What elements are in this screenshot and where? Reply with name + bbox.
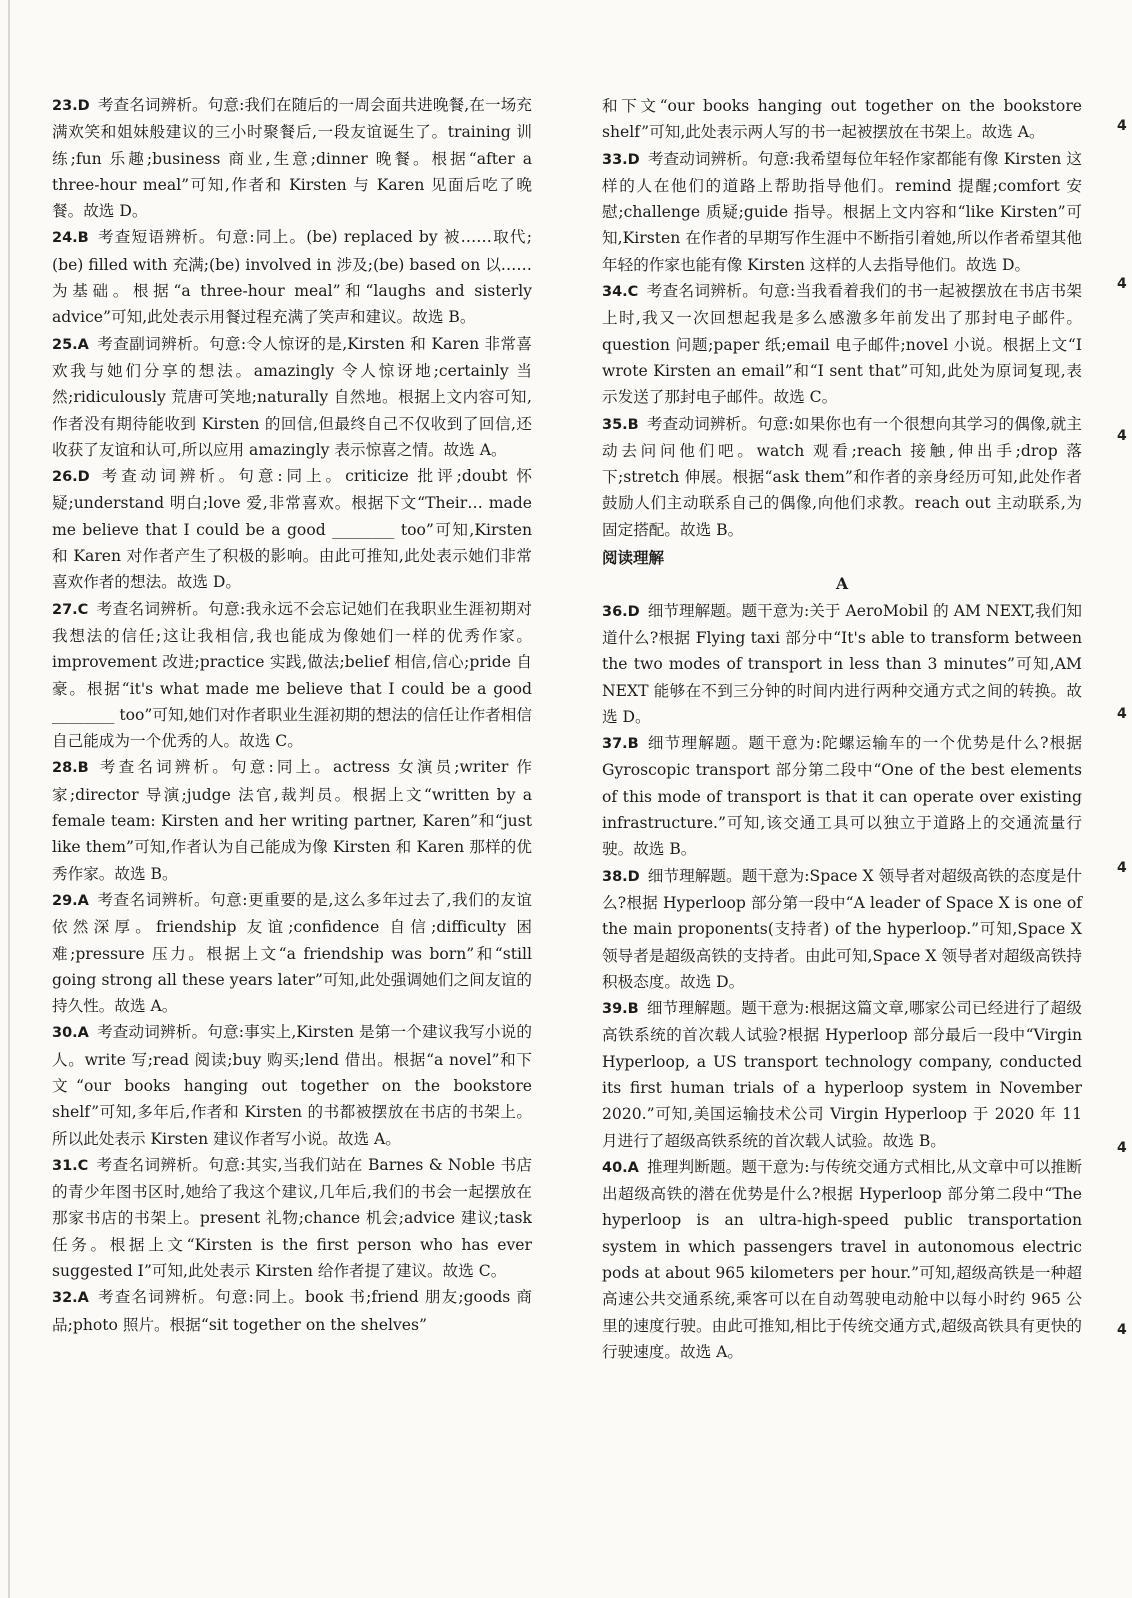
question-number: 39.B bbox=[602, 1001, 639, 1018]
left-column bbox=[52, 92, 532, 1338]
right-column bbox=[602, 93, 1082, 1365]
question-number: 37.B bbox=[602, 736, 639, 753]
explanation-text: 考查副词辨析。句意:令人惊讶的是,Kirsten 和 Karen 非常喜欢我与她们分享的想法。amazingly 令人惊讶地;certainly 当然;ridiculously 荒唐可笑地;naturally 自然地。根据上文内容可知,作者没有期待能收到 Kirsten 的回信,但最终自己不仅收到了回信,还收获了友谊和认可,所以应用 amazingly 表示惊喜之情。故选 A。 bbox=[52, 334, 532, 459]
explanation-text: 考查名词辨析。句意:其实,当我们站在 Barnes & Noble 书店的青少年图书区时,她给了我这个建议,几年后,我们的书会一起摆放在那家书店的书架上。present 礼物;chance 机会;advice 建议;task 任务。根据上文“Kirsten is the first person who has ever suggested I”可知,此处表示 Kirsten 给作者提了建议。故选 C。 bbox=[52, 1155, 532, 1281]
explanation-text: 考查名词辨析。句意:更重要的是,这么多年过去了,我们的友谊依然深厚。friendship 友谊;confidence 自信;difficulty 困难;pressure 压力。根据上文“a friendship was born”和“still going strong all these years later”可知,此处强调她们之间友谊的持久性。故选 A。 bbox=[52, 890, 532, 1016]
explanation-text: 考查动词辨析。句意:同上。criticize 批评;doubt 怀疑;understand 明白;love 爱,非常喜欢。根据下文“Their… made me believe that I could be a good ________ too”可知,Kirsten 和 Karen 对作者产生了积极的影响。由此可推知,此处表示她们非常喜欢作者的想法。故选 D。 bbox=[52, 467, 532, 592]
question-number: 30.A bbox=[52, 1025, 89, 1042]
question-number: 33.D bbox=[602, 151, 640, 168]
question-number: 26.D bbox=[52, 469, 90, 486]
explanation-text: 考查动词辨析。句意:事实上,Kirsten 是第一个建议我写小说的人。write 写;read 阅读;buy 购买;lend 借出。根据“a novel”和下文“our books hanging out together on the bookstore shelf”可知,多年后,作者和 Kirsten 的书都被摆放在书店的书架上。所以此处表示 Kirsten 建议作者写小说。故选 A。 bbox=[52, 1023, 532, 1148]
explanation-text: 考查动词辨析。句意:如果你也有一个很想向其学习的偶像,就主动去问问他们吧。watch 观看;reach 接触,伸出手;drop 落下;stretch 伸展。根据“ask them”和作者的亲身经历可知,此处作者鼓励人们主动联系自己的偶像,向他们求教。reach out 主动联系,为固定搭配。故选 B。 bbox=[602, 414, 1082, 539]
answer-entry bbox=[52, 331, 532, 463]
answer-entry bbox=[602, 146, 1082, 278]
answer-entry bbox=[52, 224, 532, 330]
passage-label: A bbox=[835, 574, 849, 594]
answer-entry bbox=[602, 93, 1082, 146]
answer-entry bbox=[602, 863, 1082, 995]
question-number: 27.C bbox=[52, 601, 89, 618]
answer-entry bbox=[602, 730, 1082, 862]
answer-entry bbox=[52, 754, 532, 886]
explanation-text: 细节理解题。题干意为:陀螺运输车的一个优势是什么?根据 Gyroscopic transport 部分第二段中“One of the best elements of this mode of transport is that it can operate over existing infrastructure.”可知,该交通工具可以独立于道路上的交通流量行驶。故选 B。 bbox=[602, 734, 1082, 859]
question-number: 29.A bbox=[52, 892, 89, 909]
question-number: 32.A bbox=[52, 1290, 89, 1307]
answer-entry bbox=[52, 463, 532, 595]
answer-entry bbox=[602, 1154, 1082, 1365]
question-number: 35.B bbox=[602, 416, 639, 433]
edge-mark: 4 bbox=[1117, 428, 1127, 444]
answer-entry bbox=[602, 278, 1082, 410]
question-number: 23.D bbox=[52, 98, 90, 114]
edge-mark: 4 bbox=[1117, 706, 1127, 722]
explanation-text: 考查名词辨析。句意:我永远不会忘记她们在我职业生涯初期对我想法的信任;这让我相信,我也能成为像她们一样的优秀作家。improvement 改进;practice 实践,做法;belief 相信,信心;pride 自豪。根据“it's what made me believe that I could be a good ________ too”可知,她们对作者职业生涯初期的想法的信任让作者相信自己能成为一个优秀的人。故选 C。 bbox=[52, 599, 532, 751]
answer-entry bbox=[602, 598, 1082, 730]
explanation-text: 细节理解题。题干意为:Space X 领导者对超级高铁的态度是什么?根据 Hyperloop 部分第一段中“A leader of Space X is one of the main proponents(支持者) of the hyperloop.”可知,Space X 领导者是超级高铁的支持者。由此可知,Space X 领导者对超级高铁持积极态度。故选 D。 bbox=[602, 866, 1082, 991]
edge-mark: 4 bbox=[1117, 860, 1127, 876]
explanation-text: 和下文“our books hanging out together on the bookstore shelf”可知,此处表示两人写的书一起被摆放在书架上。故选 A。 bbox=[602, 97, 1082, 142]
question-number: 28.B bbox=[52, 760, 89, 777]
explanation-text: 考查名词辨析。句意:我们在随后的一周会面共进晚餐,在一场充满欢笑和姐妹般建议的三小时聚餐后,一段友谊诞生了。training 训练;fun 乐趣;business 商业,生意;dinner 晚餐。根据“after a three-hour meal”可知,作者和 Kirsten 与 Karen 见面后吃了晚餐。故选 D。 bbox=[52, 96, 532, 221]
question-number: 38.D bbox=[602, 868, 640, 885]
answer-entry bbox=[602, 995, 1082, 1154]
question-number: 24.B bbox=[52, 230, 89, 247]
explanation-text: 考查名词辨析。句意:当我看着我们的书一起被摆放在书店书架上时,我又一次回想起我是多么感激多年前发出了那封电子邮件。question 问题;paper 纸;email 电子邮件;novel 小说。根据上文“I wrote Kirsten an email”和“I sent that”可知,此处为原词复现,表示发送了那封电子邮件。故选 C。 bbox=[602, 282, 1082, 407]
explanation-text: 考查名词辨析。句意:同上。book 书;friend 朋友;goods 商品;photo 照片。根据“sit together on the shelves” bbox=[52, 1288, 532, 1334]
question-number: 25.A bbox=[52, 336, 89, 353]
question-number: 36.D bbox=[602, 603, 640, 620]
explanation-text: 细节理解题。题干意为:根据这篇文章,哪家公司已经进行了超级高铁系统的首次载人试验?根据 Hyperloop 部分最后一段中“Virgin Hyperloop, a US transport technology company, conducted its first human trials of a hyperloop system in November 2020.”可知,美国运输技术公司 Virgin Hyperloop 于 2020 年 11 月进行了超级高铁系统的首次载人试验。故选 B。 bbox=[602, 999, 1082, 1150]
question-number: 40.A bbox=[602, 1159, 639, 1176]
section-heading: 阅读理解 bbox=[602, 549, 665, 568]
page-fold-shadow bbox=[8, 0, 10, 1598]
edge-mark: 4 bbox=[1117, 1140, 1127, 1156]
explanation-text: 考查动词辨析。句意:我希望每位年轻作家都能有像 Kirsten 这样的人在他们的道路上帮助指导他们。remind 提醒;comfort 安慰;challenge 质疑;guide 指导。根据上文内容和“like Kirsten”可知,Kirsten 在作者的早期写作生涯中不断指引着她,所以作者希望其他年轻的作家也能有像 Kirsten 这样的人去指导他们。故选 D。 bbox=[602, 149, 1082, 274]
explanation-text: 考查短语辨析。句意:同上。(be) replaced by 被……取代;(be) filled with 充满;(be) involved in 涉及;(be) based on 以……为基础。根据“a three-hour meal”和“laughs and sisterly advice”可知,此处表示用餐过程充满了笑声和建议。故选 B。 bbox=[52, 228, 532, 327]
question-number: 31.C bbox=[52, 1157, 89, 1174]
edge-mark: 4 bbox=[1117, 276, 1127, 292]
answer-entry bbox=[52, 596, 532, 755]
answer-entry bbox=[52, 92, 532, 224]
question-number: 34.C bbox=[602, 284, 639, 301]
edge-mark: 4 bbox=[1117, 1322, 1127, 1338]
explanation-text: 考查名词辨析。句意:同上。actress 女演员;writer 作家;director 导演;judge 法官,裁判员。根据上文“written by a female team: Kirsten and her writing partner, Karen”和“just like them”可知,作者认为自己能成为像 Kirsten 和 Karen 那样的优秀作家。故选 B。 bbox=[52, 758, 532, 883]
answer-entry bbox=[52, 1152, 532, 1284]
answer-entry bbox=[52, 1019, 532, 1151]
answer-entry bbox=[52, 1284, 532, 1338]
answer-entry bbox=[52, 887, 532, 1019]
edge-mark: 4 bbox=[1117, 118, 1127, 134]
explanation-text: 推理判断题。题干意为:与传统交通方式相比,从文章中可以推断出超级高铁的潜在优势是什么?根据 Hyperloop 部分第二段中“The hyperloop is an ultra-high-speed public transportation system in which passengers travel in autonomous electric pods at about 965 kilometers per hour.”可知,超级高铁是一种超高速公共交通系统,乘客可以在自动驾驶电动舱中以每小时约 965 公里的速度行驶。由此可推知,相比于传统交通方式,超级高铁具有更快的行驶速度。故选 A。 bbox=[602, 1157, 1082, 1361]
explanation-text: 细节理解题。题干意为:关于 AeroMobil 的 AM NEXT,我们知道什么?根据 Flying taxi 部分中“It's able to transform between the two modes of transport in less than 3 minutes”可知,AM NEXT 能够在不到三分钟的时间内进行两种交通方式之间的转换。故选 D。 bbox=[602, 601, 1082, 726]
answer-entry bbox=[602, 411, 1082, 543]
